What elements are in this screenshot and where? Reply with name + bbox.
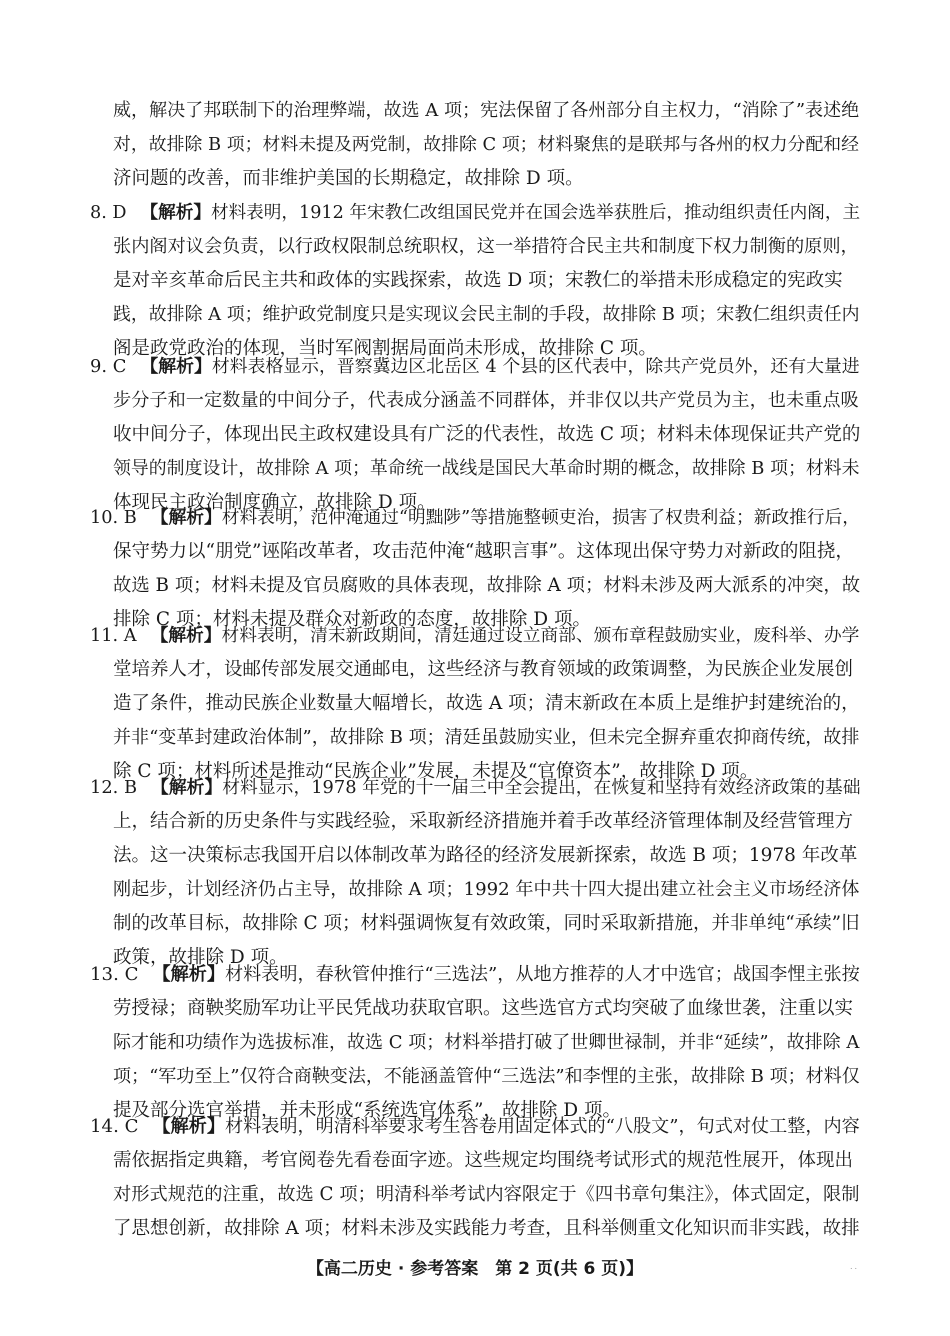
answer-item-10 — [90, 503, 860, 533]
analysis-tag: 【解析】 — [152, 1116, 225, 1137]
text-line: 并非“变革封建政治体制”，故排除 B 项；清廷虽鼓励实业，但未完全摒弃重农抑商传统，故排 — [113, 727, 860, 748]
answer-item-11 — [90, 621, 859, 651]
footer-mark: .. — [850, 1262, 860, 1271]
analysis-tag: 【解析】 — [151, 777, 223, 798]
answer-item-9 — [90, 352, 860, 382]
text-line: 政策，故排除 D 项。 — [113, 947, 288, 968]
answer-number: 14. C — [90, 1116, 139, 1137]
answer-item-13 — [90, 960, 860, 990]
text-line: 体现民主政治制度确立，故排除 D 项。 — [113, 492, 436, 513]
analysis-tag: 【解析】 — [150, 626, 222, 646]
text-line: 材料表明，范仲淹通过“明黜陟”等措施整顿吏治，损害了权贵利益；新政推行后， — [221, 508, 861, 528]
text-line: 材料表明，清末新政期间，清廷通过设立商部、颁布章程鼓励实业，废科举、办学 — [221, 626, 860, 646]
text-line: 践，故排除 A 项；维护政党制度只是实现议会民主制的手段，故排除 B 项；宋教仁组织责任内 — [113, 304, 860, 325]
text-line: 是对辛亥革命后民主共和政体的实践探索，故选 D 项；宋教仁的举措未形成稳定的宪政实 — [113, 270, 843, 291]
text-line: 劳授禄；商鞅奖励军功让平民凭战功获取官职。这些选官方式均突破了血缘世袭，注重以实 — [113, 998, 854, 1019]
answer-number: 8. D — [90, 203, 127, 223]
text-line: 际才能和功绩作为选拔标准，故选 C 项；材料举措打破了世卿世禄制，并非“延续”，故排除 A — [113, 1032, 860, 1053]
text-line: 威，解决了邦联制下的治理弊端，故选 A 项；宪法保留了各州部分自主权力，“消除了”表述绝 — [113, 100, 860, 121]
text-line: 上，结合新的历史条件与实践经验，采取新经济措施并着手改革经济管理体制及经营管理方 — [113, 811, 854, 832]
analysis-tag: 【解析】 — [140, 203, 211, 223]
text-line: 对形式规范的注重，故选 C 项；明清科举考试内容限定于《四书章句集注》，体式固定，限制 — [113, 1184, 860, 1205]
text-line: 项；“军功至上”仅符合商鞅变法，不能涵盖管仲“三选法”和李悝的主张，故排除 B 项；材料仅 — [113, 1066, 860, 1087]
answer-number: 13. C — [90, 964, 139, 985]
text-line: 提及部分选官举措，并未形成“系统选官体系”，故排除 D 项。 — [113, 1100, 622, 1121]
answer-item-14 — [90, 1112, 860, 1142]
analysis-tag: 【解析】 — [140, 356, 212, 377]
answer-item-8 — [90, 198, 860, 228]
text-line: 堂培养人才，设邮传部发展交通邮电，这些经济与教育领域的政策调整，为民族企业发展创 — [113, 659, 854, 680]
text-line: 材料表明，明清科举要求考生答卷用固定体式的“八股文”，句式对仗工整，内容 — [224, 1116, 860, 1137]
answer-item-12 — [90, 773, 861, 803]
text-line: 对，故排除 B 项；材料未提及两党制，故排除 C 项；材料聚焦的是联邦与各州的权力分配和经 — [113, 134, 860, 155]
text-line: 材料表明，春秋管仲推行“三选法”，从地方推荐的人才中选官；战国李悝主张按 — [224, 964, 860, 985]
text-line: 制的改革目标，故排除 C 项；材料强调恢复有效政策，同时采取新措施，并非单纯“承续”旧 — [113, 913, 860, 934]
text-line: 材料显示，1978 年党的十一届三中全会提出，在恢复和坚持有效经济政策的基础 — [222, 777, 861, 798]
text-line: 阁是政党政治的体现，当时军阀割据局面尚未形成，故排除 C 项。 — [113, 338, 657, 359]
text-line: 排除 C 项；材料未提及群众对新政的态度，故排除 D 项。 — [113, 609, 592, 630]
answer-number: 12. B — [90, 777, 138, 798]
analysis-tag: 【解析】 — [152, 964, 225, 985]
text-line: 需依据指定典籍，考官阅卷先看卷面字迹。这些规定均围绕考试形式的规范性展开，体现出 — [113, 1150, 854, 1171]
text-line: 故选 B 项；材料未提及官员腐败的具体表现，故排除 A 项；材料未涉及两大派系的冲突，故 — [113, 575, 861, 596]
text-line: 法。这一决策标志我国开启以体制改革为路径的经济发展新探索，故选 B 项；1978 年改革 — [113, 845, 858, 866]
answer-number: 11. A — [90, 626, 137, 646]
answer-number: 9. C — [90, 356, 127, 377]
page-footer: 【高二历史 · 参考答案 第 2 页(共 6 页)】 — [306, 1259, 644, 1279]
text-line: 张内阁对议会负责，以行政权限制总统职权，这一举措符合民主共和制度下权力制衡的原则， — [113, 236, 859, 257]
analysis-tag: 【解析】 — [150, 508, 222, 528]
text-line: 收中间分子，体现出民主政权建设具有广泛的代表性，故选 C 项；材料未体现保证共产党的 — [113, 424, 861, 445]
text-line: 材料表格显示，晋察冀边区北岳区 4 个县的区代表中，除共产党员外，还有大量进 — [211, 356, 860, 377]
text-line: 了思想创新，故排除 A 项；材料未涉及实践能力考查，且科举侧重文化知识而非实践，故排 — [113, 1218, 860, 1239]
text-line: 造了条件，推动民族企业数量大幅增长，故选 A 项；清末新政在本质上是维护封建统治的， — [113, 693, 860, 714]
text-line: 刚起步，计划经济仍占主导，故排除 A 项；1992 年中共十四大提出建立社会主义市场经济体 — [113, 879, 860, 900]
text-line: 保守势力以“朋党”诬陷改革者，攻击范仲淹“越职言事”。这体现出保守势力对新政的阻挠， — [113, 541, 854, 562]
text-line: 材料表明，1912 年宋教仁改组国民党并在国会选举获胜后，推动组织责任内阁，主 — [210, 203, 861, 223]
answer-number: 10. B — [90, 508, 137, 528]
text-line: 步分子和一定数量的中间分子，代表成分涵盖不同群体，并非仅以共产党员为主，也未重点吸 — [113, 390, 859, 411]
text-line: 除 C 项；材料所述是推动“民族企业”发展，未提及“官僚资本”，故排除 D 项。 — [113, 761, 759, 782]
text-line: 济问题的改善，而非维护美国的长期稳定，故排除 D 项。 — [113, 168, 584, 189]
text-line: 领导的制度设计，故排除 A 项；革命统一战线是国民大革命时期的概念，故排除 B 项；材料未 — [113, 458, 860, 479]
